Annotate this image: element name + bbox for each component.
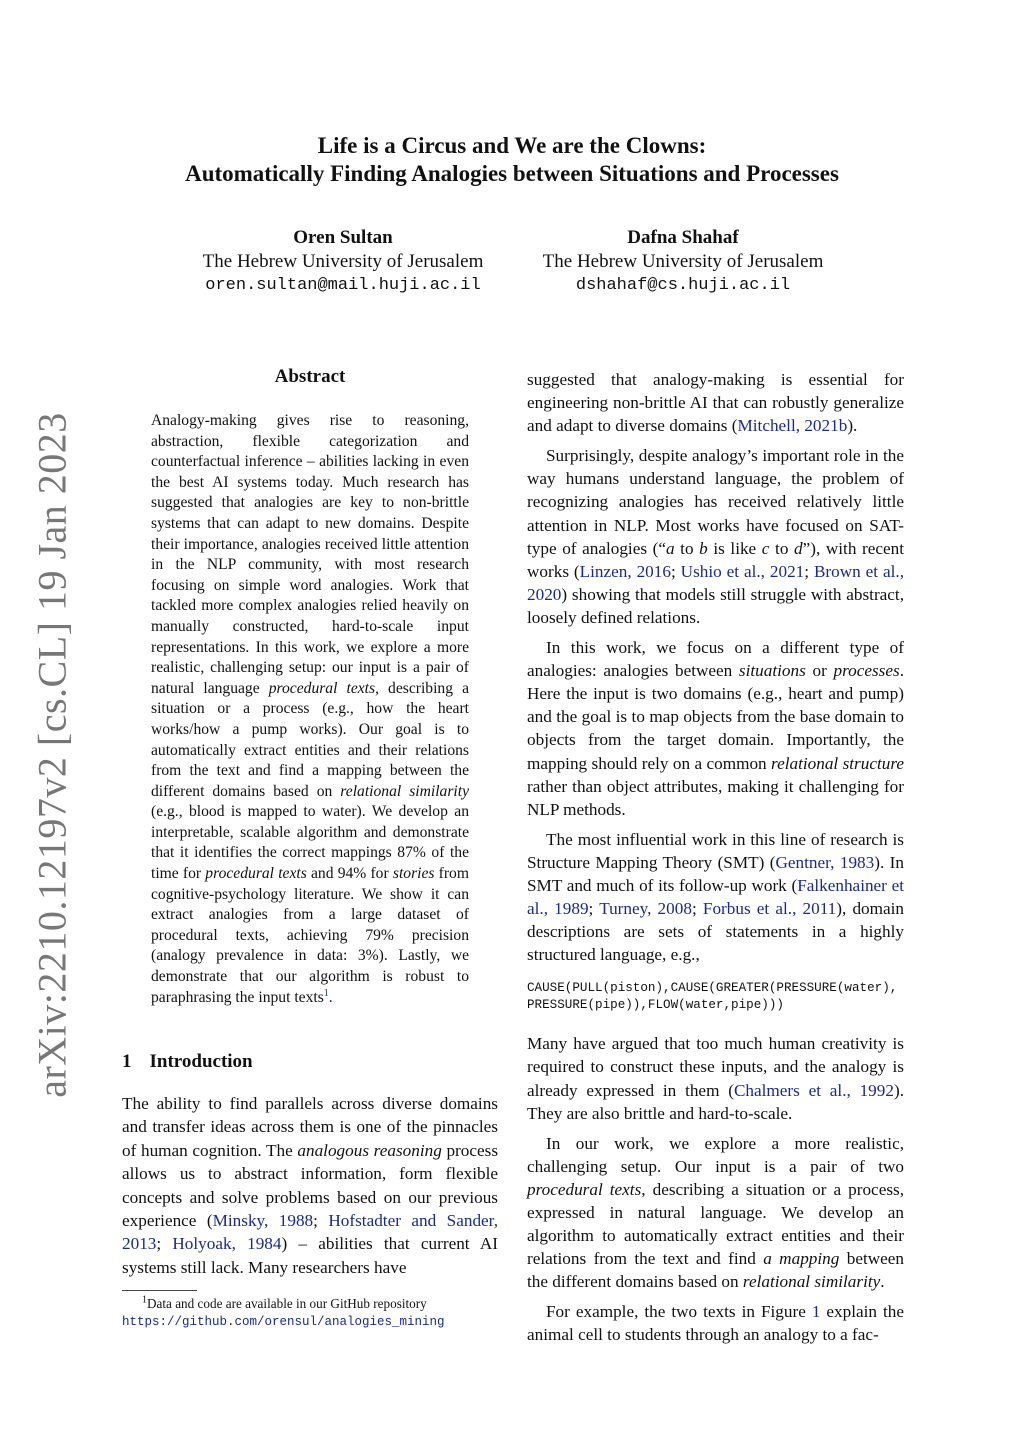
- citation-link[interactable]: Brown et al., 2020: [527, 561, 904, 604]
- github-url-link[interactable]: https://github.com/orensul/analogies_mining: [122, 1315, 445, 1329]
- author-name: Dafna Shahaf: [627, 227, 739, 248]
- paragraph: Surprisingly, despite analogy’s important role in the way humans understand language, the problem of recognizing analogies has received relatively little attention in NLP. Most works have focused on SAT-type of analogies (“a to b is like c to d”), with recent works (Linzen, 2016; Ushio et al., 2021; Brown et al., 2020) showing that models still struggle with abstract, loosely defined relations.: [527, 446, 904, 627]
- abstract-heading: Abstract: [274, 366, 346, 387]
- citation-link[interactable]: Mitchell, 2021b: [737, 416, 848, 436]
- figure-ref-link[interactable]: 1: [811, 1302, 821, 1322]
- title-line-1: Life is a Circus and We are the Clowns:: [317, 133, 707, 158]
- paragraph: Many have argued that too much human creativity is required to construct these inputs, and the analogy is already expressed in them (Chalmers et al., 1992). They are also brittle and hard-to-scale.: [527, 1034, 904, 1123]
- citation-link[interactable]: Minsky, 1988: [212, 1211, 314, 1231]
- author-block-2: [530, 226, 836, 298]
- section-heading-introduction: [122, 1051, 253, 1073]
- citation-link[interactable]: Forbus et al., 2011: [702, 899, 837, 919]
- introduction-paragraph: The ability to find parallels across diverse domains and transfer ideas across them is one of the pinnacles of human cognition. The analogous reasoning process allows us to abstract information, form flexible concepts and solve problems based on our previous experience (Minsky, 1988; Hofstadter and Sander, 2013; Holyoak, 1984) – abilities that current AI systems still lack. Many researchers have: [122, 1094, 499, 1277]
- citation-link[interactable]: Gentner, 1983: [775, 852, 875, 872]
- author-email[interactable]: dshahaf@cs.huji.ac.il: [575, 276, 791, 295]
- paragraph: In our work, we explore a more realistic, challenging setup. Our input is a pair of two procedural texts, describing a situation or a process, expressed in natural language. We develop an algorithm to automatically extract entities and their relations from the text and find a mapping between the different domains based on relational similarity.: [527, 1133, 904, 1292]
- paragraph: For example, the two texts in Figure 1 explain the animal cell to students through an analogy to a fac-: [527, 1302, 904, 1345]
- footnote: $^1$Data and code are available in our GitHub repository https://github.com/orensul/analogies_mining: [122, 1294, 445, 1329]
- author-affiliation: The Hebrew University of Jerusalem: [202, 251, 484, 272]
- citation-link[interactable]: Holyoak, 1984: [172, 1234, 282, 1254]
- section-number: 1: [122, 1051, 132, 1072]
- citation-link[interactable]: Turney, 2008: [599, 899, 692, 919]
- citation-link[interactable]: Linzen, 2016: [579, 561, 671, 581]
- author-affiliation: The Hebrew University of Jerusalem: [542, 251, 824, 272]
- footnote-mark: 1: [142, 1294, 147, 1306]
- author-block-1: [190, 226, 496, 298]
- paper-title: [0, 132, 1024, 188]
- paragraph: suggested that analogy-making is essential for engineering non-brittle AI that can robustly generalize and adapt to diverse domains (Mitchell, 2021b).: [527, 370, 904, 436]
- right-column: [527, 368, 904, 1354]
- footnote-ref[interactable]: 1: [323, 987, 329, 999]
- author-email[interactable]: oren.sultan@mail.huji.ac.il: [205, 276, 481, 295]
- citation-link[interactable]: Ushio et al., 2021: [680, 561, 805, 581]
- citation-link[interactable]: Hofstadter and Sander, 2013: [122, 1211, 498, 1254]
- citation-link[interactable]: Chalmers et al., 1992: [733, 1080, 894, 1100]
- paragraph: In this work, we focus on a different type of analogies: analogies between situations or processes. Here the input is two domains (e.g., heart and pump) and the goal is to map objects from the base domain to objects from the target domain. Importantly, the mapping should rely on a common relational structure rather than object attributes, making it challenging for NLP methods.: [527, 638, 904, 819]
- citation-link[interactable]: Falkenhainer et al., 1989: [527, 875, 904, 919]
- code-snippet: CAUSE(PULL(piston),CAUSE(GREATER(PRESSURE(water), PRESSURE(pipe)),FLOW(water,pipe))): [527, 981, 898, 1013]
- author-name: Oren Sultan: [293, 227, 393, 248]
- footnote-divider: [122, 1290, 197, 1291]
- section-title: Introduction: [149, 1051, 253, 1072]
- paragraph: The most influential work in this line of research is Structure Mapping Theory (SMT) (Gentner, 1983). In SMT and much of its follow-up work (Falkenhainer et al., 1989; Turney, 2008; Forbus et al., 2011), domain descriptions are sets of statements in a highly structured language, e.g.,: [527, 829, 905, 965]
- abstract-body: Analogy-making gives rise to reasoning, abstraction, flexible categorization and counterfactual inference – abilities lacking in even the best AI systems today. Much research has suggested that analogies are key to non-brittle systems that can adapt to new domains. Despite their importance, analogies received little attention in the NLP community, with most research focusing on simple word analogies. Work that tackled more complex analogies relied heavily on manually constructed, hard-to-scale input representations. In this work, we explore a more realistic, challenging setup: our input is a pair of natural language procedural texts, describing a situation or a process (e.g., how the heart works/how a pump works). Our goal is to automatically extract entities and their relations from the text and find a mapping between the different domains based on relational similarity (e.g., blood is mapped to water). We develop an interpretable, scalable algorithm and demonstrate that it identifies the correct mappings 87% of the time for procedural texts and 94% for stories from cognitive-psychology literature. We show it can extract analogies from a large dataset of procedural texts, achieving 79% precision (analogy prevalence in data: 3%). Lastly, we demonstrate that our algorithm is robust to paraphrasing the input texts$^1$.: [151, 412, 470, 1006]
- title-line-2: Automatically Finding Analogies between Situations and Processes: [185, 161, 839, 186]
- arxiv-identifier: arXiv:2210.12197v2 [cs.CL] 19 Jan 2023: [29, 412, 75, 1098]
